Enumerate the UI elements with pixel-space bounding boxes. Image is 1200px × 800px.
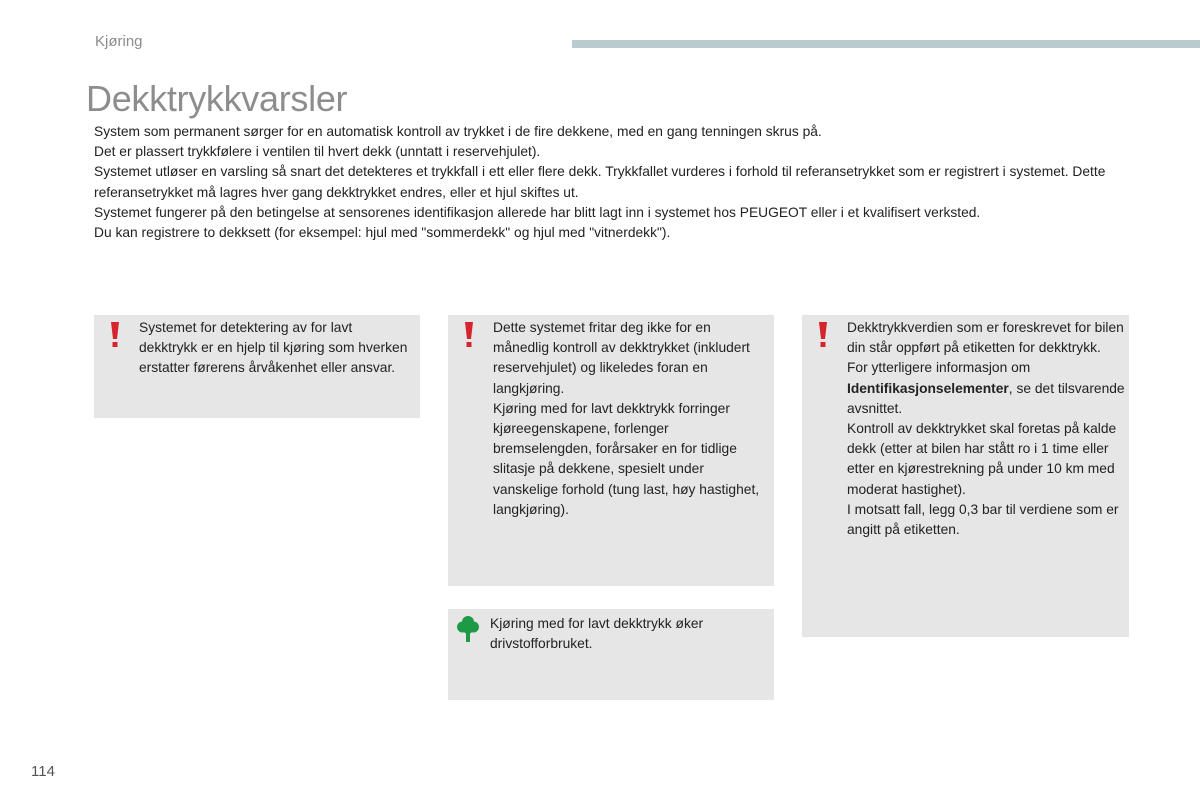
warning-text: I motsatt fall, legg 0,3 bar til verdiene som er angitt på etiketten. [847, 501, 1119, 538]
section-label: Kjøring [95, 33, 143, 50]
warning-text-reference: For ytterligere informasjon om Identifikasjonselementer, se det tilsvarende avsnittet. [847, 360, 1125, 416]
intro-paragraph: Det er plassert trykkfølere i ventilen til hvert dekk (unntatt i reservehjulet). [94, 144, 541, 160]
intro-paragraph: Systemet utløser en varsling så snart det detekteres et trykkfall i ett eller flere dekk. Trykkfallet vurderes i forhold til referansetrykket som er registrert i systemet. Dette referansetrykket må lagres hver gang dekktrykket endres, eller et hjul skiftes ut. [94, 164, 1106, 200]
intro-text [94, 122, 1134, 243]
header-bar [572, 40, 1200, 48]
eco-text: Kjøring med for lavt dekktrykk øker drivstofforbruket. [490, 616, 704, 652]
eco-tree-icon [457, 615, 479, 643]
warning-text: Kontroll av dekktrykket skal foretas på kalde dekk (etter at bilen har stått ro i 1 time eller etter en kjørestrekning på under 10 km med moderat hastighet). [847, 421, 1117, 497]
eco-box-fuel-consumption [448, 609, 774, 700]
warning-text: Dekktrykkverdien som er foreskrevet for bilen din står oppført på etiketten for dekktrykk. [847, 320, 1124, 356]
intro-paragraph: System som permanent sørger for en automatisk kontroll av trykket i de fire dekkene, med en gang tenningen skrus på. [94, 124, 822, 139]
exclamation-icon [818, 322, 828, 348]
page-number: 114 [31, 763, 55, 780]
warning-box-pressure-value [802, 315, 1129, 637]
exclamation-icon [464, 322, 474, 348]
intro-paragraph: Du kan registrere to dekksett (for eksempel: hjul med "sommerdekk" og hjul med "vitnerdekk"). [94, 225, 671, 241]
warning-box-driver-aid [94, 315, 420, 418]
warning-text: Dette systemet fritar deg ikke for en månedlig kontroll av dekktrykket (inkludert reservehjulet) og likeledes foran en langkjøring. [493, 320, 750, 396]
identification-link[interactable]: Identifikasjonselementer [847, 380, 1009, 396]
warning-text: Kjøring med for lavt dekktrykk forringer kjøreegenskapene, forlenger bremselengden, forårsaker en for tidlige slitasje på dekkene, spesielt under vanskelige forhold (tung last, høy hastighet, langkjøring). [493, 400, 760, 517]
page-title: Dekktrykkvarsler [86, 78, 348, 119]
exclamation-icon [110, 322, 120, 348]
warning-text: Systemet for detektering av for lavt dekktrykk er en hjelp til kjøring som hverken erstatter førerens årvåkenhet eller ansvar. [139, 320, 408, 376]
warning-box-monthly-check [448, 315, 774, 586]
intro-paragraph: Systemet fungerer på den betingelse at sensorenes identifikasjon allerede har blitt lagt inn i systemet hos PEUGEOT eller i et kvalifisert verksted. [94, 204, 981, 220]
